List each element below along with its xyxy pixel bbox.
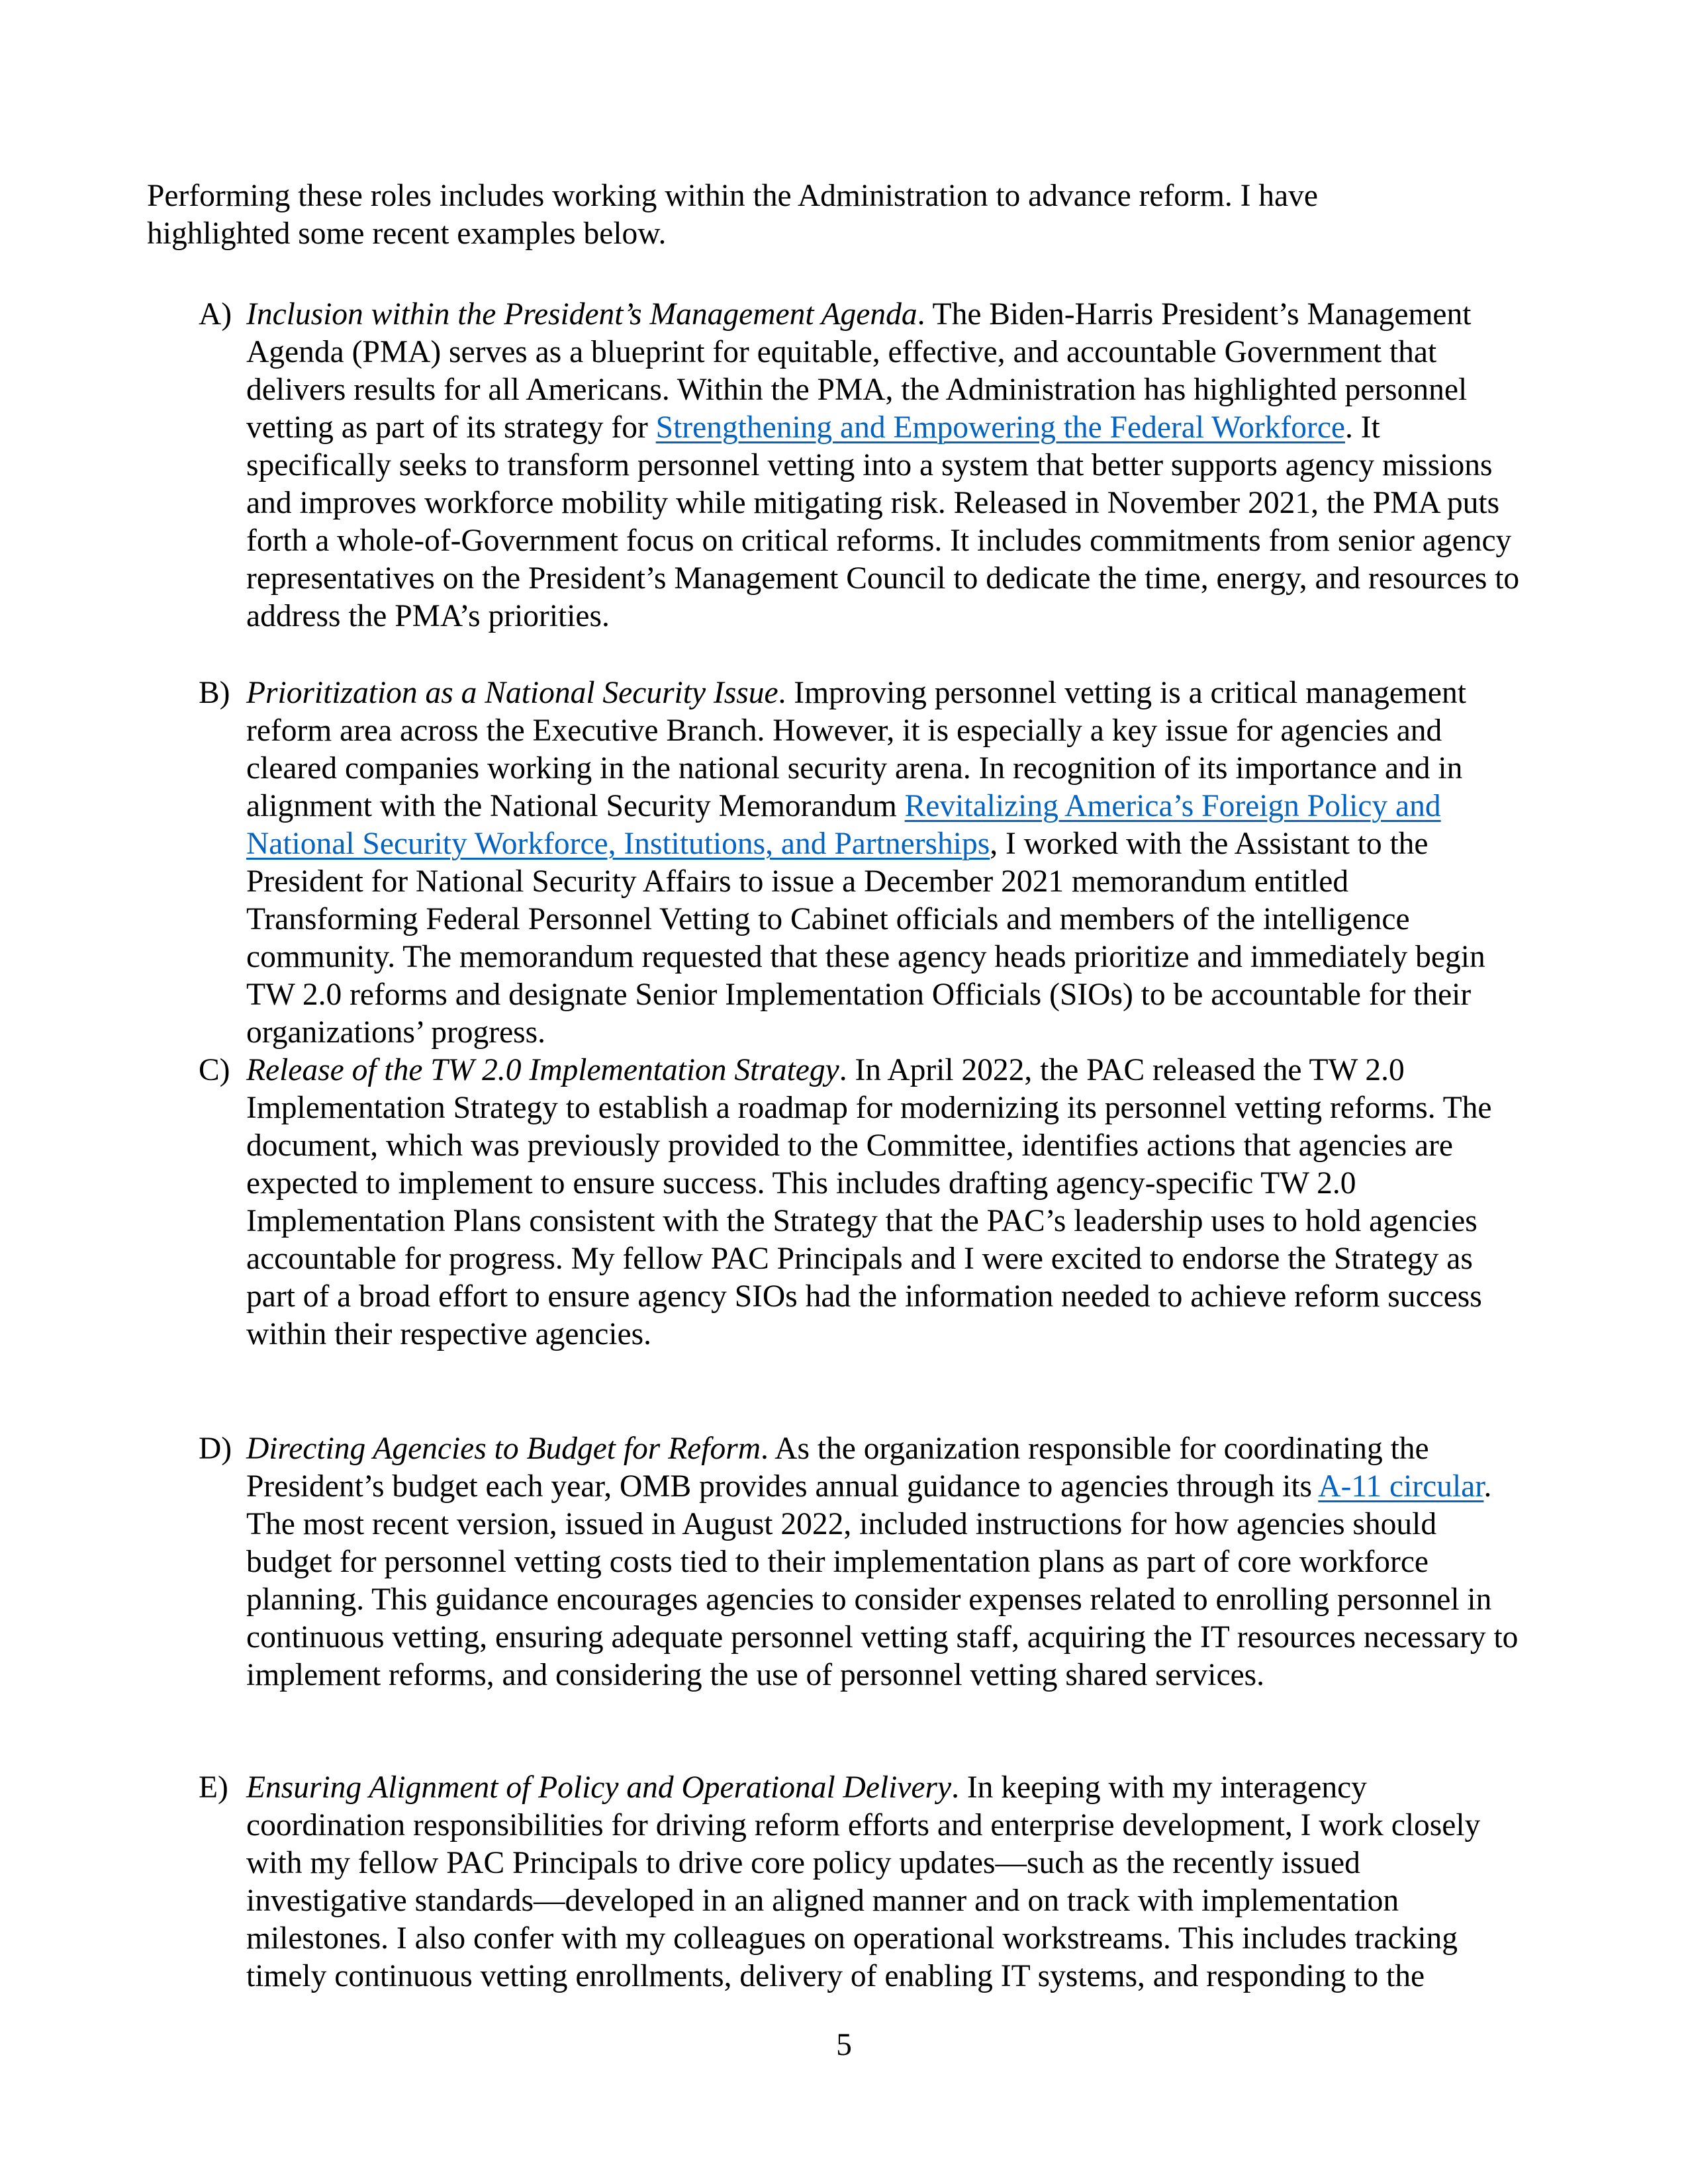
item-title: Release of the TW 2.0 Implementation Strategy <box>246 1053 839 1087</box>
a11-circular-link[interactable]: A-11 circular <box>1318 1469 1484 1504</box>
list-item-b <box>199 674 1523 1052</box>
item-text: . In April 2022, the PAC released the TW 2.0 Implementation Strategy to establish a roadmap for modernizing its personnel vetting reforms. The document, which was previously provided to the Committee, identifies actions that agencies are expected to implement to ensure success. This includes drafting agency-specific TW 2.0 Implementation Plans consistent with the Strategy that the PAC’s leadership uses to hold agencies accountable for progress. My fellow PAC Principals and I were excited to endorse the Strategy as part of a broad effort to ensure agency SIOs had the information needed to achieve reform success within their respective agencies. <box>246 1053 1492 1351</box>
list-marker: E) <box>199 1770 228 1805</box>
item-text: . As the organization responsible for coordinating the President’s budget each year, OMB provides annual guidance to agencies through its <box>246 1432 1429 1504</box>
list-item-body <box>246 1052 1523 1353</box>
list-item-body <box>246 1769 1523 1995</box>
list-marker: D) <box>199 1432 232 1466</box>
list-item-body <box>246 296 1523 635</box>
item-text: . Improving personnel vetting is a critical management reform area across the Executive Branch. However, it is especially a key issue for agencies and cleared companies working in the national security arena. In recognition of its importance and in alignment with the National Security Memorandum <box>246 676 1466 823</box>
list-marker: B) <box>199 676 230 710</box>
list-marker: C) <box>199 1053 230 1087</box>
list-item-c <box>199 1052 1523 1353</box>
nsm-revitalizing-link[interactable]: Revitalizing America’s Foreign Policy and National Security Workforce, Institutions, and Partnerships <box>246 789 1441 861</box>
item-text: . In keeping with my interagency coordination responsibilities for driving reform efforts and enterprise development, I work closely with my fellow PAC Principals to drive core policy updates—such as the recently issued investigative standards—developed in an aligned manner and on track with implementation milestones. I also confer with my colleagues on operational workstreams. This includes tracking timely continuous vetting enrollments, delivery of enabling IT systems, and responding to the <box>246 1770 1481 1993</box>
list-item-d <box>199 1430 1523 1694</box>
list-item-a <box>199 296 1523 635</box>
item-text: . The Biden-Harris President’s Management Agenda (PMA) serves as a blueprint for equitable, effective, and accountable Government that delivers results for all Americans. Within the PMA, the Administration has highlighted personnel vetting as part of its strategy for <box>246 297 1472 445</box>
intro-paragraph: Performing these roles includes working within the Administration to advance reform. I have highlighted some recent examples below. <box>147 179 1318 251</box>
list-item-body <box>246 674 1523 1052</box>
list-item-e <box>199 1769 1523 1995</box>
item-title: Ensuring Alignment of Policy and Operational Delivery <box>246 1770 952 1805</box>
item-title: Prioritization as a National Security Issue <box>246 676 778 710</box>
list-marker: A) <box>199 297 232 332</box>
item-text: , I worked with the Assistant to the President for National Security Affairs to issue a December 2021 memorandum entitled Transforming Federal Personnel Vetting to Cabinet officials and members of the intelligence community. The memorandum requested that these agency heads prioritize and immediately begin TW 2.0 reforms and designate Senior Implementation Officials (SIOs) to be accountable for their organizations’ progress. <box>246 827 1485 1050</box>
pma-workforce-link[interactable]: Strengthening and Empowering the Federal Workforce <box>655 410 1345 445</box>
page-number: 5 <box>836 2028 852 2062</box>
list-item-body <box>246 1430 1523 1694</box>
item-text: . The most recent version, issued in August 2022, included instructions for how agencies should budget for personnel vetting costs tied to their implementation plans as part of core workforce planning. This guidance encourages agencies to consider expenses related to enrolling personnel in continuous vetting, ensuring adequate personnel vetting staff, acquiring the IT resources necessary to implement reforms, and considering the use of personnel vetting shared services. <box>246 1469 1519 1692</box>
item-title: Directing Agencies to Budget for Reform <box>246 1432 761 1466</box>
item-text: . It specifically seeks to transform personnel vetting into a system that better supports agency missions and improves workforce mobility while mitigating risk. Released in November 2021, the PMA puts forth a whole-of-Government focus on critical reforms. It includes commitments from senior agency representatives on the President’s Management Council to dedicate the time, energy, and resources to address the PMA’s priorities. <box>246 410 1520 633</box>
item-title: Inclusion within the President’s Management Agenda <box>246 297 917 332</box>
